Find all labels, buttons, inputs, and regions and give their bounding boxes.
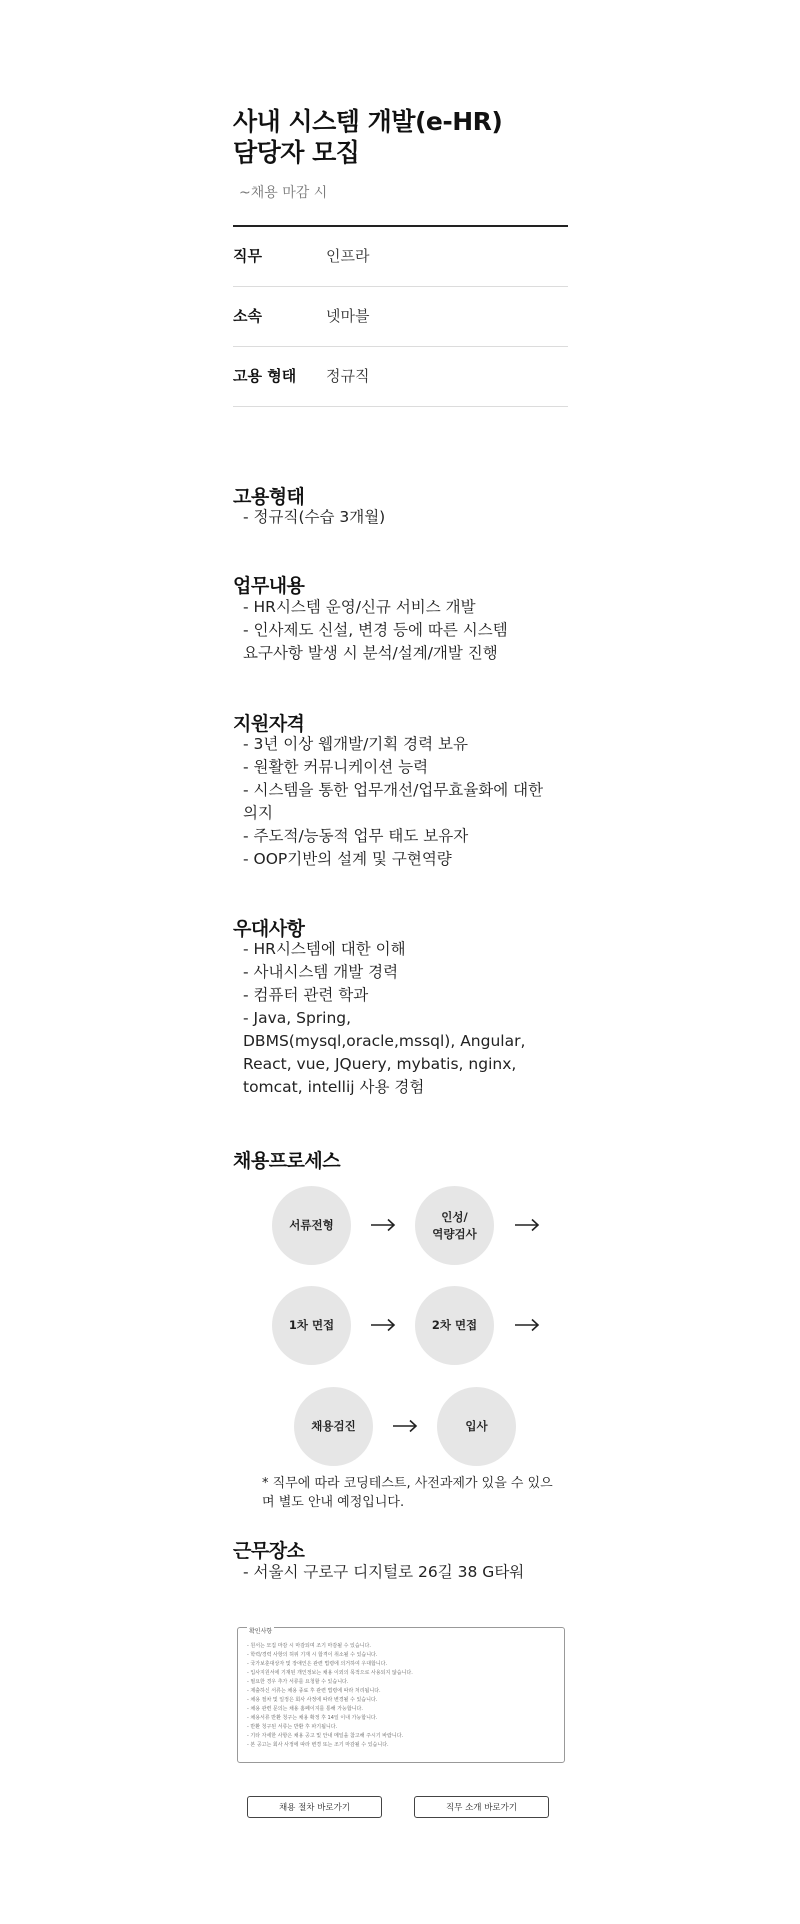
section-heading-qualifications: 지원자격 bbox=[233, 713, 305, 735]
section-line: - HR시스템 운영/신규 서비스 개발 bbox=[243, 598, 476, 616]
notice-title: 확인사항 bbox=[249, 1628, 273, 1635]
arrow-right-icon bbox=[392, 1419, 418, 1433]
job-intro-button[interactable]: 직무 소개 바로가기 bbox=[414, 1796, 549, 1818]
arrow-right-icon bbox=[370, 1218, 396, 1232]
process-step-label: 2차 면접 bbox=[431, 1318, 478, 1332]
section-line: - 사내시스템 개발 경력 bbox=[243, 963, 399, 981]
page-title-line1: 사내 시스템 개발(e-HR) bbox=[233, 107, 503, 136]
section-line: - 주도적/능동적 업무 태도 보유자 bbox=[243, 827, 469, 845]
notice-line: - 기타 자세한 사항은 채용 공고 및 안내 메일을 참고해 주시기 바랍니다. bbox=[247, 1733, 404, 1739]
section-body-location bbox=[243, 1561, 573, 1584]
process-step-label: 인성/ 역량검사 bbox=[432, 1209, 477, 1241]
arrow-right-icon bbox=[514, 1318, 540, 1332]
notice-line: - 반환 청구된 서류는 반환 후 파기됩니다. bbox=[247, 1724, 338, 1730]
section-heading-preferred: 우대사항 bbox=[233, 918, 305, 940]
notice-line: - 입사지원서에 기재된 개인정보는 채용 이외의 목적으로 사용되지 않습니다. bbox=[247, 1670, 413, 1676]
section-line: - 컴퓨터 관련 학과 bbox=[243, 986, 369, 1004]
process-step-second-interview bbox=[415, 1286, 494, 1365]
process-step-first-interview bbox=[272, 1286, 351, 1365]
section-heading-process: 채용프로세스 bbox=[233, 1150, 341, 1172]
notice-line: - 본 공고는 회사 사정에 따라 변경 또는 조기 마감될 수 있습니다. bbox=[247, 1742, 389, 1748]
notice-line: - 채용서류 반환 청구는 채용 확정 후 14일 이내 가능합니다. bbox=[247, 1715, 378, 1721]
info-key: 고용 형태 bbox=[233, 367, 297, 385]
section-line: DBMS(mysql,oracle,mssql), Angular, bbox=[243, 1032, 526, 1050]
process-step-label: 1차 면접 bbox=[288, 1318, 335, 1332]
section-line: React, vue, JQuery, mybatis, nginx, bbox=[243, 1055, 517, 1073]
section-line: - 시스템을 통한 업무개선/업무효율화에 대한 bbox=[243, 781, 544, 799]
notice-line: - 원서는 모집 마감 시 마감되며 조기 마감될 수 있습니다. bbox=[247, 1643, 371, 1649]
notice-line: - 필요한 경우 추가 서류를 요청할 수 있습니다. bbox=[247, 1679, 349, 1685]
info-key: 소속 bbox=[233, 307, 262, 325]
recruitment-process-button[interactable]: 채용 절차 바로가기 bbox=[247, 1796, 382, 1818]
section-line: 요구사항 발생 시 분석/설계/개발 진행 bbox=[243, 644, 498, 662]
section-heading-employment: 고용형태 bbox=[233, 486, 305, 508]
arrow-right-icon bbox=[370, 1318, 396, 1332]
section-line: tomcat, intellij 사용 경험 bbox=[243, 1078, 425, 1096]
arrow-right-icon bbox=[514, 1218, 540, 1232]
section-body-qualifications bbox=[243, 733, 573, 871]
info-row-job bbox=[233, 227, 568, 287]
process-note: * 직무에 따라 코딩테스트, 사전과제가 있을 수 있으며 별도 안내 예정입니다. bbox=[262, 1476, 553, 1510]
process-step-medical-checkup bbox=[294, 1387, 373, 1466]
notice-line: - 채용 절차 및 일정은 회사 사정에 따라 변경될 수 있습니다. bbox=[247, 1697, 378, 1703]
info-value: 정규직 bbox=[326, 367, 370, 385]
notice-line: - 국가보훈대상자 및 장애인은 관련 법령에 의거하여 우대합니다. bbox=[247, 1661, 388, 1667]
section-heading-location: 근무장소 bbox=[233, 1540, 305, 1562]
process-step-label: 입사 bbox=[465, 1419, 488, 1433]
section-line: - 인사제도 신설, 변경 등에 따른 시스템 bbox=[243, 621, 508, 639]
info-key: 직무 bbox=[233, 247, 262, 265]
section-line: - Java, Spring, bbox=[243, 1009, 352, 1027]
section-line: - 서울시 구로구 디지털로 26길 38 G타워 bbox=[243, 1563, 525, 1581]
process-step-document-screening bbox=[272, 1186, 351, 1265]
process-step-aptitude-test bbox=[415, 1186, 494, 1265]
section-line: - 정규직(수습 3개월) bbox=[243, 508, 386, 526]
notice-line: - 채용 관련 문의는 채용 홈페이지를 통해 가능합니다. bbox=[247, 1706, 363, 1712]
page-title-line2: 담당자 모집 bbox=[233, 138, 360, 167]
info-row-affiliation bbox=[233, 287, 568, 347]
notice-line: - 학력/경력 사항의 허위 기재 시 합격이 취소될 수 있습니다. bbox=[247, 1652, 378, 1658]
info-row-employment-type bbox=[233, 347, 568, 407]
notice-box bbox=[237, 1627, 565, 1763]
section-heading-duties: 업무내용 bbox=[233, 575, 305, 597]
section-line: - 3년 이상 웹개발/기획 경력 보유 bbox=[243, 735, 468, 753]
process-step-label: 서류전형 bbox=[289, 1218, 334, 1232]
page-title bbox=[233, 106, 573, 168]
section-body-employment bbox=[243, 506, 573, 529]
deadline-text: ~채용 마감 시 bbox=[239, 185, 328, 201]
process-step-label: 채용검진 bbox=[311, 1419, 356, 1433]
section-line: 의지 bbox=[243, 804, 273, 822]
info-value: 인프라 bbox=[326, 247, 370, 265]
section-line: - HR시스템에 대한 이해 bbox=[243, 940, 406, 958]
section-line: - 원활한 커뮤니케이션 능력 bbox=[243, 758, 429, 776]
section-body-preferred bbox=[243, 938, 573, 1099]
notice-line: - 제출하신 서류는 채용 종료 후 관련 법령에 따라 처리됩니다. bbox=[247, 1688, 381, 1694]
section-body-duties bbox=[243, 596, 573, 665]
process-step-join bbox=[437, 1387, 516, 1466]
section-line: - OOP기반의 설계 및 구현역량 bbox=[243, 850, 452, 868]
info-value: 넷마블 bbox=[326, 307, 370, 325]
